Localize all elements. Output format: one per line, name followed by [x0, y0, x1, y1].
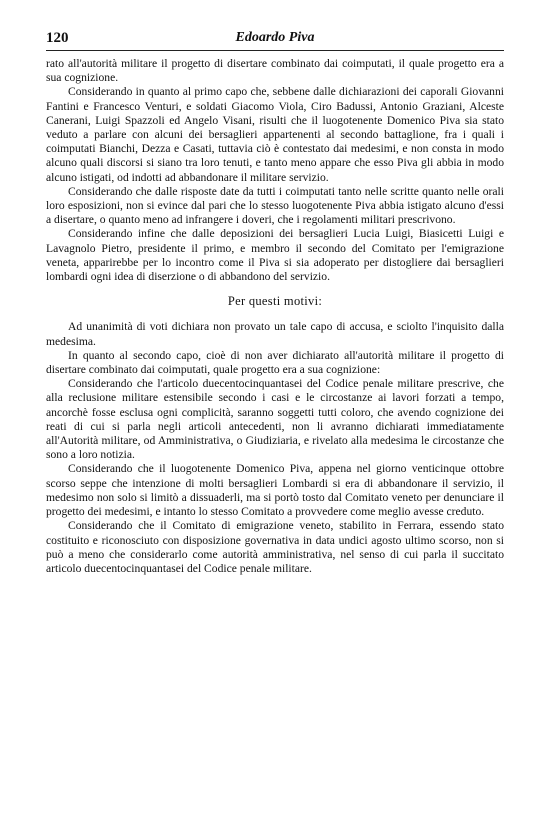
- page-number: 120: [46, 30, 69, 46]
- paragraph: In quanto al secondo capo, cioè di non aver dichiarato all'autorità militare il progetto di disertare combinato dai coimputati, quale progetto era a sua cognizione:: [46, 348, 504, 377]
- paragraph: Ad unanimità di voti dichiara non provato un tale capo di accusa, e sciolto l'inquisito dalla medesima.: [46, 320, 504, 348]
- paragraph: Considerando infine che dalle deposizioni dei bersaglieri Lucia Luigi, Biasicetti Luigi e Lavagnolo Pietro, presidente il primo, e membro il secondo del Comitato per l'emigrazione veneta, apparirebbe per lo incontro come il Piva si sia adoperato per distogliere dai bersaglieri lombardi ogni idea di diserzione o di abbandono del servizio.: [46, 227, 504, 284]
- running-title: Edoardo Piva: [235, 30, 315, 45]
- paragraph: Considerando che l'articolo duecentocinquantasei del Codice penale militare prescrive, che alla reclusione militare estensibile secondo i casi e le circostanze ai lavori forzati a tempo, ancorchè fosse esclusa ogni complicità, saranno soggetti tutti coloro, che avendo cognizione dei reati di cui si parla negli articoli antecedenti, non li avranno dichiarati immediatamente all'Autorità militare, od Amministrativa, o Giudiziaria, e rivelato alla medesima le circostanze che sono a loro notizia.: [46, 377, 504, 462]
- body-text: [46, 57, 504, 576]
- paragraph: rato all'autorità militare il progetto di disertare combinato dai coimputati, il quale progetto era a sua cognizione.: [46, 57, 504, 85]
- section-heading: Per questi motivi:: [227, 294, 323, 309]
- paragraph: Considerando in quanto al primo capo che, sebbene dalle dichiarazioni dei caporali Giovanni Fantini e Francesco Venturi, e soldati Giacomo Viola, Ciro Badussi, Antonio Graziani, Alceste Canerani, Luigi Spazzoli ed Angelo Visani, risulti che il luogotenente Domenico Piva sia stato veduto a parlare con alcuni dei bersaglieri appartenenti al secondo battaglione, fra i quali i coimputati Bianchi, Dezza e Casati, tuttavia ciò è contestato dai medesimi, e non consta in modo alcuno quali discorsi si siano tra loro tenuti, e tanto meno appare che esso Piva gli abbia in modo alcuno istigati, od indotti ad abbandonare il militare servizio.: [46, 85, 504, 184]
- paragraph: Considerando che il Comitato di emigrazione veneto, stabilito in Ferrara, essendo stato costituito e riconosciuto con disposizione governativa in data undici agosto ultimo scorso, non si può a meno che considerarlo come autorità amministrativa, nel senso di cui parla il succitato articolo duecentocinquantasei del Codice penale militare.: [46, 519, 504, 575]
- page-header: [46, 28, 504, 51]
- paragraph: Considerando che dalle risposte date da tutti i coimputati tanto nelle scritte quanto nelle orali loro esposizioni, non si evince dal pari che lo stesso luogotenente Piva abbia istigato alcuno d'essi a disertare, o quanto meno ad infrangere i doveri, che i regolamenti militari prescrivono.: [46, 184, 504, 227]
- document-page: [46, 28, 504, 576]
- paragraph: Considerando che il luogotenente Domenico Piva, appena nel giorno venticinque ottobre scorso seppe che intenzione di molti bersaglieri Lombardi si era di abbandonare il servizio, il medesimo non solo si limitò a dissuaderli, ma si portò tosto dal Comitato veneto per denunciare il progetto dei medesimi, e intanto lo stesso Comitato a provvedere come meglio avesse creduto.: [46, 462, 504, 519]
